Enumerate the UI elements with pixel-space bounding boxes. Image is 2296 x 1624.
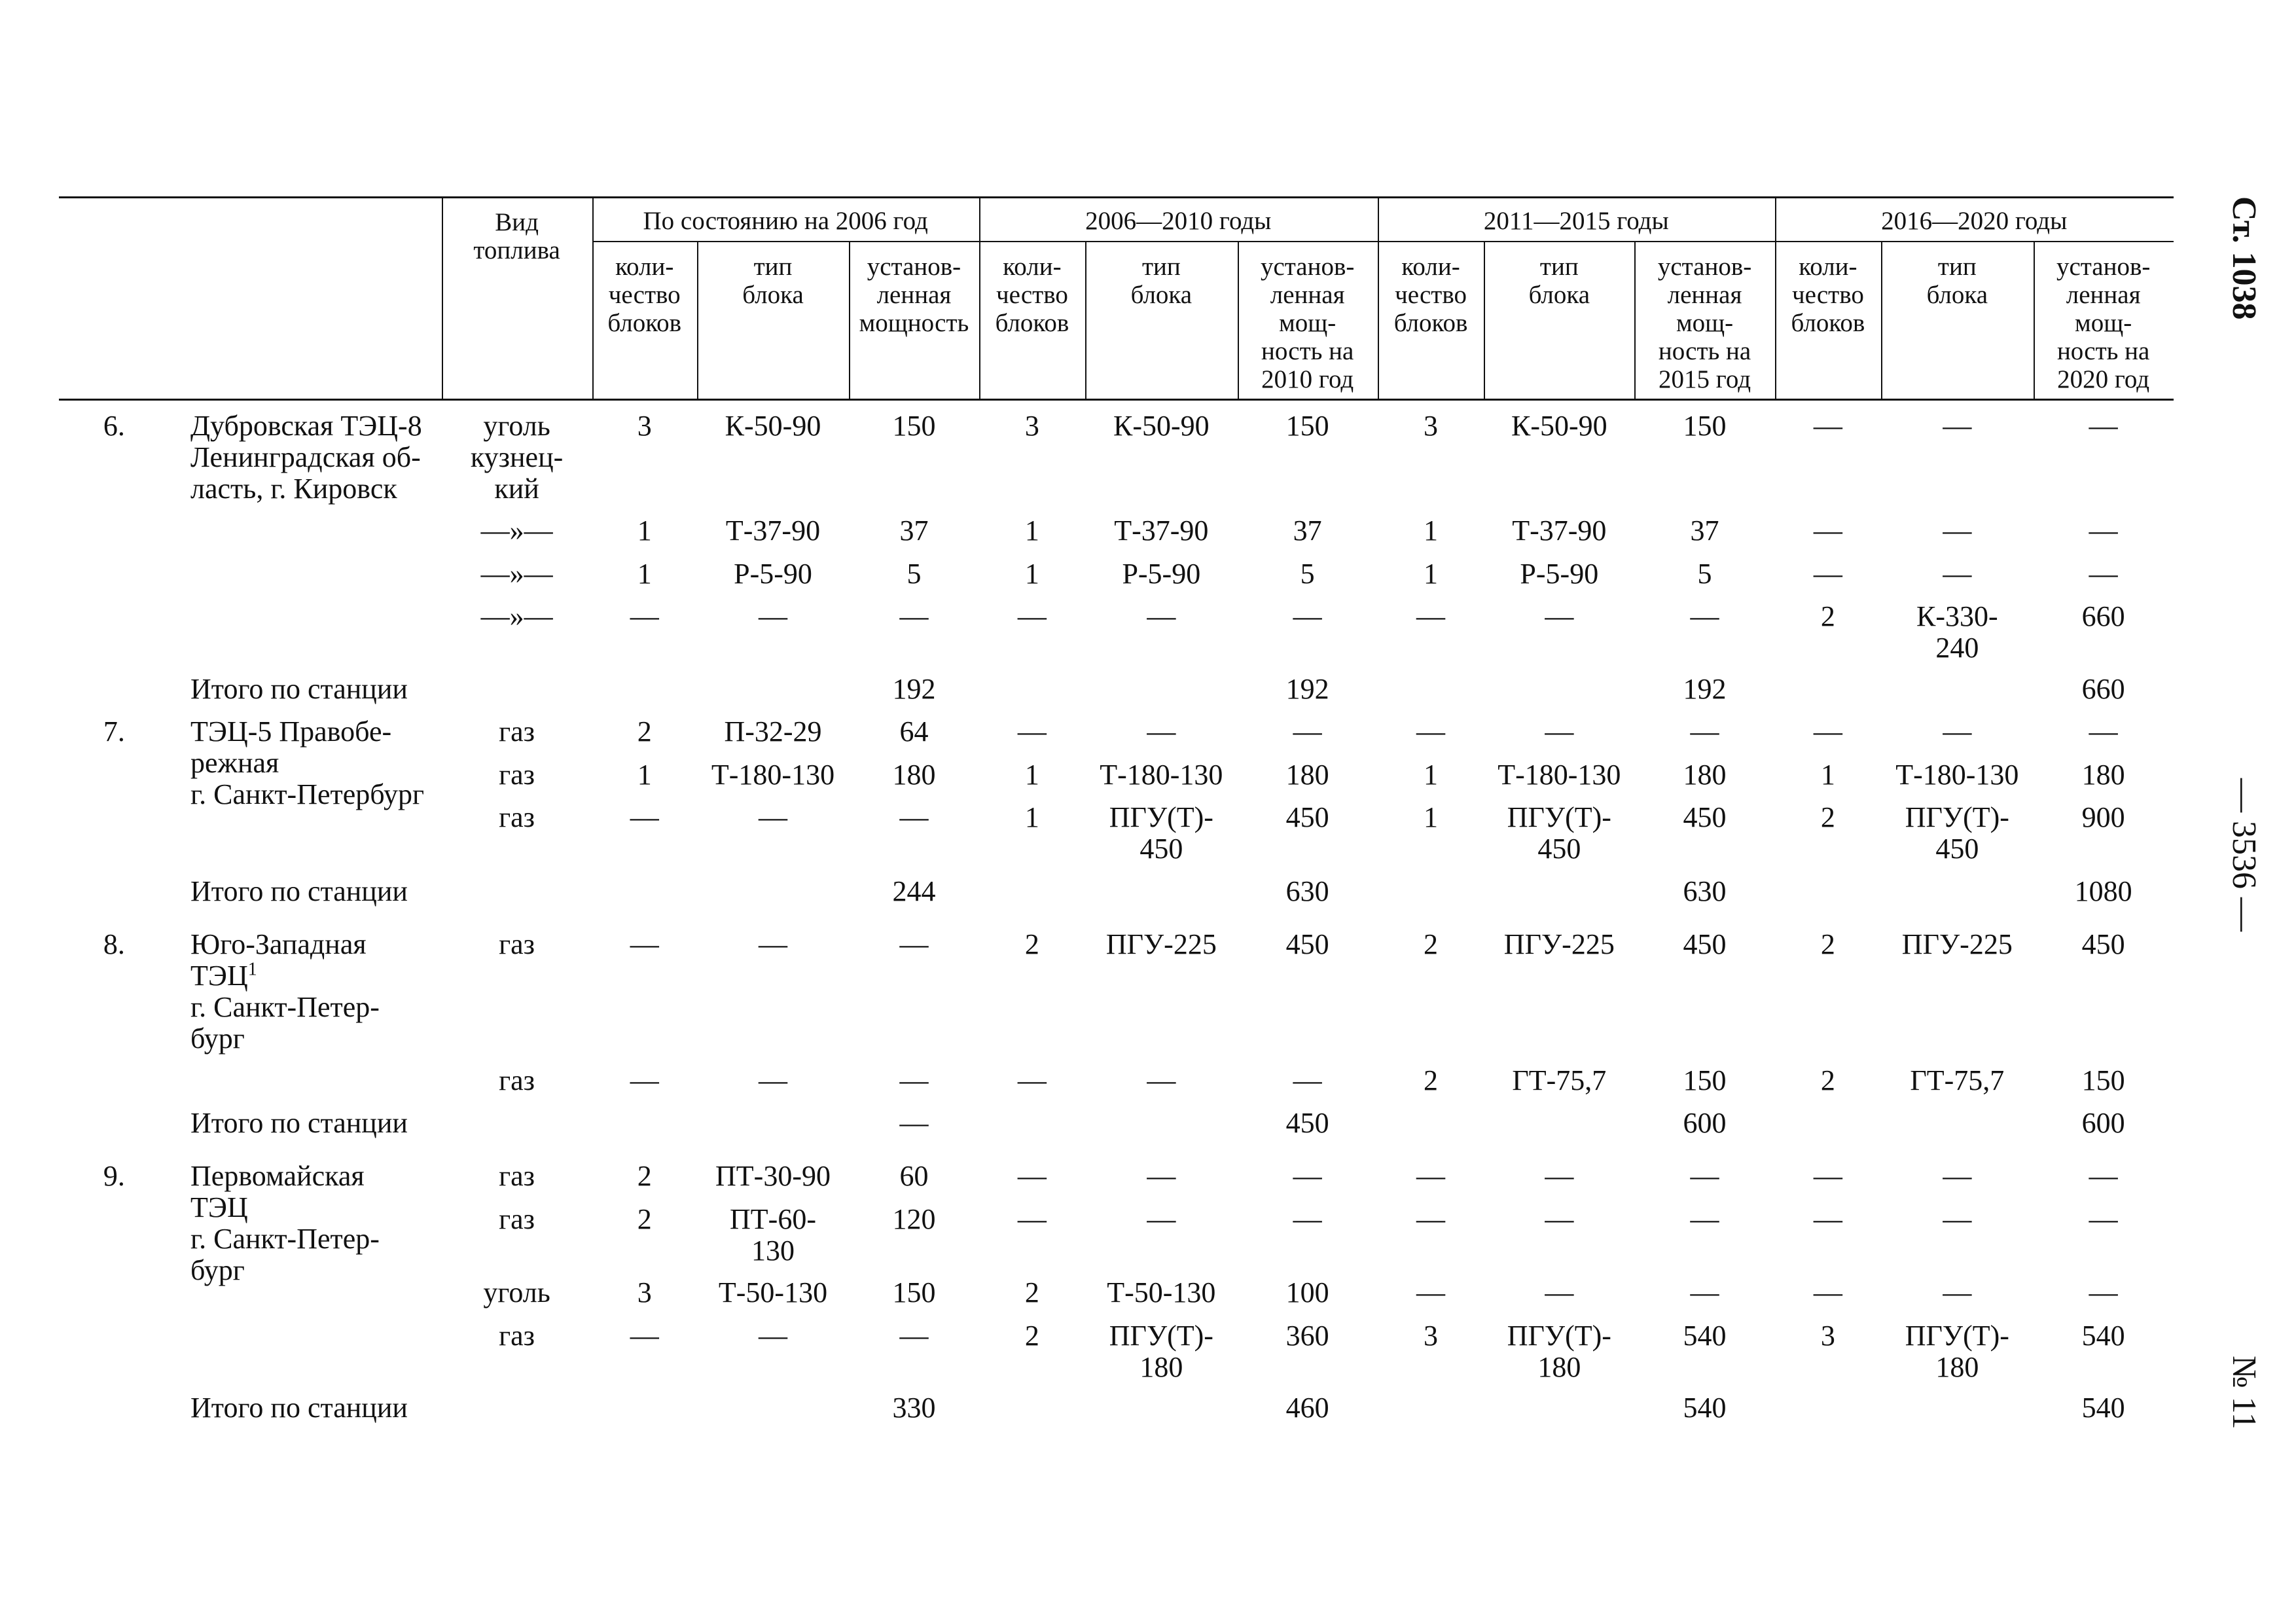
station-total-label: Итого по станции	[190, 1392, 408, 1424]
fuel-type-cell: газ	[499, 1319, 535, 1352]
table-cell: —	[759, 928, 787, 961]
table-cell: 450	[1285, 1107, 1329, 1139]
table-cell: 2	[637, 715, 652, 748]
fuel-type-cell: газ	[499, 928, 535, 961]
table-cell: —	[1943, 1202, 1972, 1235]
table-cell: 180	[2081, 758, 2125, 791]
table-cell: —	[1017, 715, 1047, 748]
table-cell: 1	[1424, 514, 1439, 547]
fuel-type-cell: —»—	[480, 557, 553, 590]
station-name: Первомайская ТЭЦ г. Санкт-Петер- бург	[190, 1160, 380, 1287]
table-cell: 2	[1424, 928, 1439, 961]
table-cell: 1	[1424, 758, 1439, 791]
sub-header-4-3: установ- ленная мощ- ность на 2020 год	[2056, 252, 2151, 393]
table-cell: 5	[1697, 557, 1712, 590]
table-cell: 150	[1285, 410, 1329, 442]
table-cell: —	[1545, 715, 1574, 748]
table-cell: —	[1293, 1064, 1322, 1096]
table-cell: —	[759, 600, 787, 633]
table-cell: 540	[2081, 1392, 2125, 1424]
table-cell: 37	[1293, 514, 1322, 547]
table-cell: Р-5-90	[1520, 557, 1599, 590]
row-number: 9.	[103, 1160, 125, 1193]
table-cell: 37	[899, 514, 929, 547]
fuel-type-cell: газ	[499, 1064, 535, 1096]
sub-header-3-1: коли- чество блоков	[1393, 252, 1468, 337]
table-cell: —	[1943, 514, 1972, 547]
table-cell: 244	[892, 875, 936, 907]
table-cell: —	[1416, 715, 1446, 748]
table-cell: ПГУ(Т)- 180	[1109, 1319, 1213, 1383]
header-bottom-rule	[59, 399, 2174, 401]
table-cell: —	[630, 1064, 659, 1096]
table-cell: Т-37-90	[725, 514, 821, 547]
table-cell: 1	[637, 514, 652, 547]
table-cell: 450	[1285, 928, 1329, 961]
table-cell: Р-5-90	[734, 557, 812, 590]
row-number: 6.	[103, 410, 125, 442]
row-number: 8.	[103, 928, 125, 961]
table-cell: 1	[637, 758, 652, 791]
fuel-type-cell: уголь кузнец- кий	[470, 410, 564, 505]
table-cell: 450	[1683, 801, 1727, 833]
table-cell: —	[1545, 1160, 1574, 1193]
table-cell: 3	[637, 410, 652, 442]
table-cell: —	[1293, 715, 1322, 748]
table-cell: 2	[1820, 600, 1835, 633]
table-cell: 460	[1285, 1392, 1329, 1424]
station-total-label: Итого по станции	[190, 875, 408, 907]
table-cell: 64	[899, 715, 929, 748]
table-cell: —	[2089, 410, 2118, 442]
table-cell: —	[1813, 1276, 1842, 1309]
table-cell: 37	[1690, 514, 1719, 547]
table-cell: —	[759, 1064, 787, 1096]
table-cell: 3	[1024, 410, 1039, 442]
table-cell: 150	[2081, 1064, 2125, 1096]
table-cell: 1	[1024, 758, 1039, 791]
table-cell: П-32-29	[724, 715, 822, 748]
table-cell: ПГУ-225	[1503, 928, 1615, 961]
table-cell: Т-37-90	[1114, 514, 1209, 547]
sub-header-2-2: тип блока	[1130, 252, 1193, 309]
table-cell: —	[630, 600, 659, 633]
row-number: 7.	[103, 715, 125, 748]
table-cell: 2	[1820, 801, 1835, 833]
table-cell: —	[899, 801, 929, 833]
sub-header-4-2: тип блока	[1926, 252, 1988, 309]
table-cell: —	[1813, 410, 1842, 442]
table-cell: —	[1813, 1202, 1842, 1235]
table-cell: Т-180-130	[711, 758, 835, 791]
table-cell: —	[1813, 715, 1842, 748]
table-cell: —	[1017, 1202, 1047, 1235]
table-cell: 180	[1683, 758, 1727, 791]
table-cell: К-50-90	[1511, 410, 1607, 442]
table-cell: 2	[1820, 928, 1835, 961]
period-header-1: По состоянию на 2006 год	[643, 206, 928, 235]
table-cell: —	[2089, 715, 2118, 748]
table-cell: 330	[892, 1392, 936, 1424]
sub-header-2-3: установ- ленная мощ- ность на 2010 год	[1260, 252, 1355, 393]
table-cell: 192	[1285, 672, 1329, 705]
fuel-type-header: Вид топлива	[473, 208, 560, 265]
table-cell: 2	[637, 1202, 652, 1235]
table-cell: 120	[892, 1202, 936, 1235]
table-cell: 600	[1683, 1107, 1727, 1139]
table-cell: К-50-90	[725, 410, 821, 442]
table-cell: ПГУ-225	[1105, 928, 1217, 961]
table-cell: Т-50-130	[718, 1276, 828, 1309]
table-cell: 2	[1820, 1064, 1835, 1096]
table-cell: —	[630, 801, 659, 833]
table-cell: —	[1416, 1276, 1446, 1309]
table-cell: 360	[1285, 1319, 1329, 1352]
fuel-type-cell: —»—	[480, 600, 553, 633]
table-cell: Т-180-130	[1100, 758, 1223, 791]
table-cell: 450	[2081, 928, 2125, 961]
table-cell: ПГУ(Т)- 450	[1109, 801, 1213, 865]
table-cell: 3	[1424, 410, 1439, 442]
table-cell: —	[1690, 715, 1719, 748]
table-cell: —	[1147, 1202, 1176, 1235]
table-cell: 2	[637, 1160, 652, 1193]
table-cell: —	[899, 1107, 929, 1139]
table-cell: —	[1017, 600, 1047, 633]
table-cell: —	[1416, 1160, 1446, 1193]
sub-header-3-3: установ- ленная мощ- ность на 2015 год	[1657, 252, 1752, 393]
table-cell: 540	[1683, 1319, 1727, 1352]
header-sub-rule	[592, 241, 2174, 242]
table-cell: ПТ-30-90	[715, 1160, 831, 1193]
table-cell: —	[1813, 557, 1842, 590]
table-cell: —	[2089, 1276, 2118, 1309]
table-cell: —	[1943, 557, 1972, 590]
table-cell: —	[1147, 600, 1176, 633]
table-cell: —	[1690, 1160, 1719, 1193]
table-top-rule	[59, 196, 2174, 198]
table-cell: —	[899, 600, 929, 633]
sub-header-1-3: установ- ленная мощность	[859, 252, 969, 337]
fuel-type-cell: газ	[499, 715, 535, 748]
table-cell: Р-5-90	[1122, 557, 1201, 590]
table-cell: —	[899, 928, 929, 961]
table-cell: 1080	[2074, 875, 2132, 907]
table-cell: —	[1690, 600, 1719, 633]
table-cell: —	[1813, 1160, 1842, 1193]
table-cell: —	[1416, 1202, 1446, 1235]
sub-header-4-1: коли- чество блоков	[1791, 252, 1865, 337]
table-cell: —	[1293, 600, 1322, 633]
fuel-type-cell: газ	[499, 1160, 535, 1193]
table-cell: 540	[1683, 1392, 1727, 1424]
table-cell: —	[2089, 1160, 2118, 1193]
table-cell: —	[1293, 1202, 1322, 1235]
period-header-2: 2006—2010 годы	[1085, 206, 1272, 235]
footnote-mark: 1	[247, 959, 257, 980]
table-cell: 1	[1424, 801, 1439, 833]
table-cell: 1	[1424, 557, 1439, 590]
table-cell: 150	[1683, 1064, 1727, 1096]
station-name: ТЭЦ-5 Правобе- режная г. Санкт-Петербург	[190, 715, 425, 811]
table-cell: 5	[906, 557, 922, 590]
fuel-type-cell: газ	[499, 1202, 535, 1235]
table-cell: 180	[1285, 758, 1329, 791]
page-number: — 3536 —	[2225, 778, 2263, 931]
table-cell: ГТ-75,7	[1910, 1064, 2005, 1096]
table-cell: 3	[1424, 1319, 1439, 1352]
table-cell: 540	[2081, 1319, 2125, 1352]
table-cell: 192	[892, 672, 936, 705]
table-cell: Т-37-90	[1512, 514, 1607, 547]
station-total-label: Итого по станции	[190, 1107, 408, 1139]
table-cell: —	[1017, 1160, 1047, 1193]
table-cell: —	[1813, 514, 1842, 547]
table-cell: —	[1017, 1064, 1047, 1096]
table-cell: ПГУ(Т)- 450	[1507, 801, 1611, 865]
table-cell: 660	[2081, 600, 2125, 633]
table-cell: —	[1943, 1160, 1972, 1193]
table-cell: 1	[1024, 801, 1039, 833]
table-cell: —	[1147, 1064, 1176, 1096]
table-cell: 100	[1285, 1276, 1329, 1309]
table-cell: 1	[637, 557, 652, 590]
statute-label: Ст. 1038	[2225, 196, 2263, 320]
table-cell: —	[1690, 1276, 1719, 1309]
table-cell: —	[2089, 514, 2118, 547]
table-cell: 180	[892, 758, 936, 791]
fuel-type-cell: газ	[499, 758, 535, 791]
table-cell: —	[1416, 600, 1446, 633]
table-cell: 150	[892, 410, 936, 442]
table-cell: Т-50-130	[1107, 1276, 1216, 1309]
table-cell: 2	[1024, 1319, 1039, 1352]
table-cell: 60	[899, 1160, 929, 1193]
table-cell: 600	[2081, 1107, 2125, 1139]
table-cell: —	[759, 1319, 787, 1352]
sub-header-2-1: коли- чество блоков	[995, 252, 1069, 337]
table-cell: 660	[2081, 672, 2125, 705]
fuel-type-cell: —»—	[480, 514, 553, 547]
table-cell: —	[1943, 1276, 1972, 1309]
table-cell: —	[899, 1319, 929, 1352]
table-cell: —	[1545, 1276, 1574, 1309]
table-cell: —	[2089, 557, 2118, 590]
sub-header-3-2: тип блока	[1528, 252, 1590, 309]
table-cell: ГТ-75,7	[1512, 1064, 1607, 1096]
table-cell: ПТ-60- 130	[730, 1202, 816, 1267]
table-cell: ПГУ-225	[1901, 928, 2013, 961]
sub-header-1-1: коли- чество блоков	[607, 252, 682, 337]
table-cell: —	[1293, 1160, 1322, 1193]
table-cell: 450	[1285, 801, 1329, 833]
table-cell: 2	[1024, 928, 1039, 961]
sub-header-1-2: тип блока	[742, 252, 804, 309]
table-cell: 900	[2081, 801, 2125, 833]
table-cell: ПГУ(Т)- 450	[1905, 801, 2009, 865]
station-name: Дубровская ТЭЦ-8 Ленинградская об- ласть, г. Кировск	[190, 410, 422, 505]
table-cell: 5	[1300, 557, 1315, 590]
table-cell: 150	[1683, 410, 1727, 442]
table-cell: —	[630, 928, 659, 961]
table-cell: —	[1943, 715, 1972, 748]
table-cell: 2	[1424, 1064, 1439, 1096]
table-cell: —	[1690, 1202, 1719, 1235]
table-cell: К-50-90	[1113, 410, 1210, 442]
table-cell: —	[1545, 600, 1574, 633]
table-cell: 192	[1683, 672, 1727, 705]
station-name: Юго-Западная ТЭЦ$^1$ г. Санкт-Петер- бург	[190, 928, 380, 1055]
table-cell: 2	[1024, 1276, 1039, 1309]
table-cell: ПГУ(Т)- 180	[1507, 1319, 1611, 1383]
table-cell: —	[759, 801, 787, 833]
period-header-4: 2016—2020 годы	[1881, 206, 2068, 235]
station-total-label: Итого по станции	[190, 672, 408, 705]
issue-number: № 11	[2225, 1356, 2263, 1430]
table-cell: 1	[1024, 514, 1039, 547]
table-cell: Т-180-130	[1498, 758, 1621, 791]
table-cell: —	[1147, 715, 1176, 748]
fuel-type-cell: газ	[499, 801, 535, 833]
table-cell: 150	[892, 1276, 936, 1309]
table-cell: 1	[1024, 557, 1039, 590]
table-cell: К-330- 240	[1916, 600, 1998, 664]
table-cell: —	[630, 1319, 659, 1352]
table-cell: —	[1545, 1202, 1574, 1235]
table-cell: ПГУ(Т)- 180	[1905, 1319, 2009, 1383]
table-cell: 450	[1683, 928, 1727, 961]
fuel-type-cell: уголь	[483, 1276, 550, 1309]
table-cell: —	[1943, 410, 1972, 442]
table-cell: 3	[1820, 1319, 1835, 1352]
table-cell: —	[1147, 1160, 1176, 1193]
table-cell: 630	[1285, 875, 1329, 907]
table-cell: Т-180-130	[1895, 758, 2019, 791]
period-header-3: 2011—2015 годы	[1483, 206, 1669, 235]
table-cell: 1	[1820, 758, 1835, 791]
table-cell: —	[2089, 1202, 2118, 1235]
table-cell: 3	[637, 1276, 652, 1309]
table-cell: —	[899, 1064, 929, 1096]
table-cell: 630	[1683, 875, 1727, 907]
